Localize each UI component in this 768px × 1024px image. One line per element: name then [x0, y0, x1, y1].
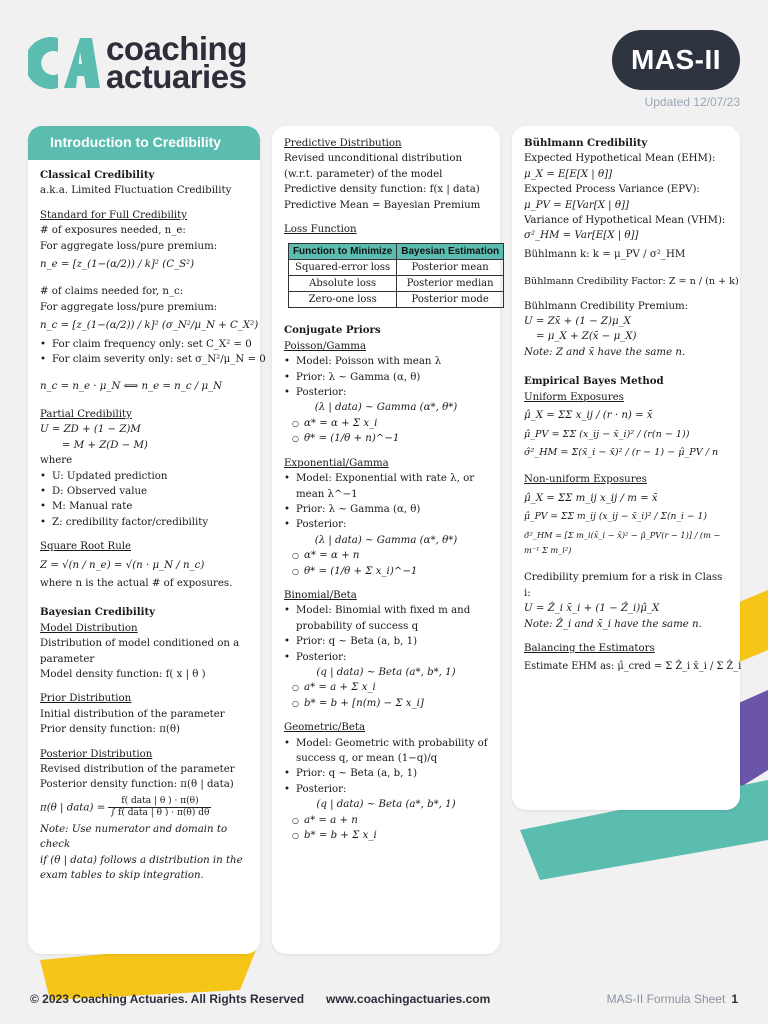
- footer: [0, 992, 768, 1014]
- note-line-3: exam tables to skip integration.: [40, 870, 204, 882]
- geom-beta-heading: Geometric/Beta: [284, 722, 366, 734]
- prior-heading: Prior Distribution: [40, 693, 132, 705]
- table-row: [289, 292, 504, 308]
- z-formula: Bühlmann Credibility Factor: Z = n / (n + k): [524, 276, 739, 288]
- class-formula: U = Ẑ_i x̄_i + (1 − Ẑ_i)μ̂_X: [524, 603, 660, 615]
- pg-theta: ○ θ* = (1/θ + n)^−1: [292, 431, 488, 446]
- note-line-1: Note: Use numerator and domain to check: [40, 823, 228, 851]
- epv-formula: μ_PV = E[Var[X | θ]]: [524, 199, 629, 211]
- table-cell: Posterior mode: [397, 292, 504, 308]
- num-claims: # of claims needed for, n_c:: [40, 286, 184, 298]
- nc-ne-formula: n_c = n_e · μ_N ⟺ n_e = n_c / μ_N: [40, 381, 223, 393]
- eg-model-2: mean λ^−1: [296, 488, 358, 500]
- sqrt-note: where n is the actual # of exposures.: [40, 577, 233, 589]
- sqrt-formula: Z = √(n / n_e) = √(n · μ_N / n_c): [40, 559, 205, 571]
- table-cell: Squared-error loss: [289, 260, 397, 276]
- prior-text-1: Initial distribution of the parameter: [40, 708, 225, 720]
- bb-posterior-formula: (q | data) ~ Beta (a*, b*, 1): [316, 666, 456, 678]
- logo[interactable]: [28, 30, 247, 95]
- loss-heading: Loss Function: [284, 224, 357, 236]
- logo-mark-icon: [28, 34, 100, 92]
- ehm-text: Expected Hypothetical Mean (EHM):: [524, 153, 716, 165]
- eg-prior: • Prior: λ ~ Gamma (α, θ): [284, 502, 488, 517]
- eg-posterior: • Posterior:: [284, 517, 488, 532]
- copyright: © 2023 Coaching Actuaries. All Rights Reserved: [30, 992, 305, 1006]
- premium-text: Bühlmann Credibility Premium:: [524, 300, 689, 312]
- card-buhlmann: [512, 126, 740, 810]
- where-item: • U: Updated prediction: [40, 469, 248, 484]
- where-label: where: [40, 455, 73, 467]
- ne-mux-formula: μ̂_X = ΣΣ m_ij x_ij / m = x̄: [524, 492, 658, 504]
- loss-function-table: [288, 243, 504, 308]
- partial-heading: Partial Credibility: [40, 408, 132, 420]
- conjugate-heading: Conjugate Priors: [284, 324, 381, 337]
- gb-b: ○ b* = b + Σ x_i: [292, 828, 488, 843]
- model-heading: Model Distribution: [40, 622, 138, 634]
- prior-text-2: Prior density function: π(θ): [40, 724, 181, 736]
- premium-formula-1: U = Zx̄ + (1 − Z)μ_X: [524, 316, 631, 328]
- ne-pv-formula: μ̂_PV = ΣΣ m_ij (x_ij − x̄_i)² / Σ(n_i − 1): [524, 511, 707, 523]
- bb-posterior: • Posterior:: [284, 650, 488, 665]
- pg-posterior: • Posterior:: [284, 385, 488, 400]
- posterior-heading: Posterior Distribution: [40, 748, 153, 760]
- model-text-1: Distribution of model conditioned on a: [40, 638, 240, 650]
- model-text-2: parameter: [40, 653, 95, 665]
- posterior-text-1: Revised distribution of the parameter: [40, 764, 235, 775]
- ehm-formula: μ_X = E[E[X | θ]]: [524, 168, 613, 180]
- pg-prior: • Prior: λ ~ Gamma (α, θ): [284, 370, 488, 385]
- table-row: [289, 260, 504, 276]
- balancing-formula: Estimate EHM as: μ̂_cred = Σ Ẑ_i x̄_i / Σ Ẑ_i: [524, 661, 742, 673]
- sheet-name: MAS-II Formula Sheet: [606, 992, 726, 1006]
- pg-alpha: ○ α* = α + Σ x_i: [292, 416, 488, 431]
- note-line-2: if (θ | data) follows a distribution in the: [40, 854, 243, 866]
- agg-loss-1: For aggregate loss/pure premium:: [40, 240, 218, 252]
- bullet-freq: • For claim frequency only: set C_X² = 0: [40, 337, 248, 352]
- empirical-bayes-heading: Empirical Bayes Method: [524, 375, 664, 388]
- std-full-heading: Standard for Full Credibility: [40, 209, 187, 221]
- nc-formula: n_c = [z_(1−(α/2)) / k]² (σ_N²/μ_N + C_X²): [40, 320, 259, 332]
- predictive-text-1: Revised unconditional distribution: [284, 153, 463, 165]
- sheet-label: [607, 992, 738, 1006]
- bb-a: ○ a* = a + Σ x_i: [292, 680, 488, 695]
- updated-date: Updated 12/07/23: [644, 95, 740, 109]
- bb-prior: • Prior: q ~ Beta (a, b, 1): [284, 634, 488, 649]
- pg-model: • Model: Poisson with mean λ: [284, 354, 488, 369]
- where-item: • M: Manual rate: [40, 499, 248, 514]
- table-cell: Zero-one loss: [289, 292, 397, 308]
- predictive-text-3: Predictive density function: f(x | data): [284, 184, 480, 196]
- gb-prior: • Prior: q ~ Beta (a, b, 1): [284, 766, 488, 781]
- premium-note: Note: Z and x̄ have the same n.: [524, 346, 686, 358]
- exam-badge: MAS-II: [612, 30, 740, 90]
- eg-posterior-formula: (λ | data) ~ Gamma (α*, θ*): [314, 534, 458, 546]
- k-formula: Bühlmann k: k = μ_PV / σ²_HM: [524, 248, 686, 260]
- agg-loss-2: For aggregate loss/pure premium:: [40, 301, 218, 313]
- buhlmann-heading: Bühlmann Credibility: [524, 137, 648, 149]
- predictive-heading: Predictive Distribution: [284, 138, 402, 149]
- partial-formula-2: = M + Z(D − M): [62, 439, 148, 451]
- logo-text: [106, 30, 247, 95]
- page-number: 1: [731, 992, 738, 1006]
- gb-model-1: Model: Geometric with probability of: [296, 737, 488, 749]
- eg-alpha: ○ α* = α + n: [292, 548, 488, 563]
- pg-posterior-formula: (λ | data) ~ Gamma (α*, θ*): [314, 402, 458, 414]
- ue-mux-formula: μ̂_X = ΣΣ x_ij / (r · n) = x̄: [524, 410, 653, 422]
- table-cell: Absolute loss: [289, 276, 397, 292]
- ue-pv-formula: μ̂_PV = ΣΣ (x_ij − x̄_i)² / (r(n − 1)): [524, 428, 690, 440]
- eg-model: [284, 471, 488, 502]
- logo-line2: actuaries: [106, 58, 247, 95]
- binom-beta-heading: Binomial/Beta: [284, 589, 357, 601]
- posterior-formula-den: ∫ f( data | θ ) · π(θ) dθ: [110, 807, 210, 818]
- table-header: Function to Minimize: [289, 244, 397, 260]
- predictive-text-2: (w.r.t. parameter) of the model: [284, 168, 443, 180]
- vhm-text: Variance of Hypothetical Mean (VHM):: [524, 215, 726, 227]
- posterior-formula-num: f( data | θ ) · π(θ): [108, 796, 211, 808]
- table-cell: Posterior median: [397, 276, 504, 292]
- classical-heading: Classical Credibility: [40, 169, 155, 181]
- where-item: • D: Observed value: [40, 484, 248, 499]
- vhm-formula: σ²_HM = Var[E[X | θ]]: [524, 230, 639, 242]
- model-text-3: Model density function: f( x | θ ): [40, 668, 206, 680]
- bb-b: ○ b* = b + [n(m) − Σ x_i]: [292, 696, 488, 711]
- predictive-text-4: Predictive Mean = Bayesian Premium: [284, 199, 481, 211]
- class-note: Note: Ẑ_i and x̄_i have the same n.: [524, 618, 702, 630]
- class-text: Credibility premium for a risk in Class i:: [524, 572, 723, 599]
- website-link[interactable]: www.coachingactuaries.com: [326, 992, 491, 1006]
- card-predictive-conjugate: [272, 126, 500, 954]
- balancing-heading: Balancing the Estimators: [524, 642, 655, 654]
- table-header: Bayesian Estimation: [397, 244, 504, 260]
- gb-model: [284, 736, 488, 767]
- ne-formula: n_e = [z_(1−(α/2)) / k]² (C_S²): [40, 259, 195, 271]
- section-title: Introduction to Credibility: [28, 126, 260, 160]
- eg-theta: ○ θ* = (1/θ + Σ x_i)^−1: [292, 564, 488, 579]
- bb-model: [284, 603, 488, 634]
- uniform-heading: Uniform Exposures: [524, 391, 624, 403]
- premium-formula-2: = μ_X + Z(x̄ − μ_X): [536, 331, 637, 343]
- epv-text: Expected Process Variance (EPV):: [524, 184, 700, 196]
- num-exposures: # of exposures needed, n_e:: [40, 225, 186, 237]
- nonuniform-heading: Non-uniform Exposures: [524, 474, 647, 486]
- table-row: [289, 276, 504, 292]
- where-item: • Z: credibility factor/credibility: [40, 515, 248, 530]
- eg-model-1: Model: Exponential with rate λ, or: [296, 473, 475, 485]
- posterior-formula-frac: [108, 796, 211, 819]
- logo-line1: coaching: [106, 30, 247, 67]
- exp-gamma-heading: Exponential/Gamma: [284, 457, 389, 469]
- header: [0, 0, 768, 120]
- posterior-text-2: Posterior density function: π(θ | data): [40, 779, 234, 791]
- posterior-formula-lhs: π(θ | data) =: [40, 802, 106, 814]
- bullet-sev: • For claim severity only: set σ_N²/μ_N = 0: [40, 352, 248, 367]
- ne-hm-formula: σ̂²_HM = [Σ m_i(x̄_i − x̄)² − μ̂_PV(r − 1)] / (m − m⁻¹ Σ m_i²): [524, 529, 721, 555]
- gb-a: ○ a* = a + n: [292, 813, 488, 828]
- posterior-formula: [40, 796, 248, 819]
- card-intro-credibility: [28, 126, 266, 954]
- bb-model-2: probability of success q: [296, 620, 419, 632]
- bayes-heading: Bayesian Credibility: [40, 606, 156, 619]
- ue-hm-formula: σ̂²_HM = Σ(x̄_i − x̄)² / (r − 1) − μ̂_PV / n: [524, 446, 719, 458]
- table-cell: Posterior mean: [397, 260, 504, 276]
- bb-model-1: Model: Binomial with fixed m and: [296, 605, 471, 617]
- gb-model-2: success q, or mean (1−q)/q: [296, 753, 438, 764]
- poisson-gamma-heading: Poisson/Gamma: [284, 340, 367, 352]
- sqrt-heading: Square Root Rule: [40, 541, 132, 553]
- classical-aka: a.k.a. Limited Fluctuation Credibility: [40, 185, 232, 197]
- gb-posterior: • Posterior:: [284, 782, 488, 797]
- gb-posterior-formula: (q | data) ~ Beta (a*, b*, 1): [316, 799, 456, 811]
- partial-formula-1: U = ZD + (1 − Z)M: [40, 424, 141, 436]
